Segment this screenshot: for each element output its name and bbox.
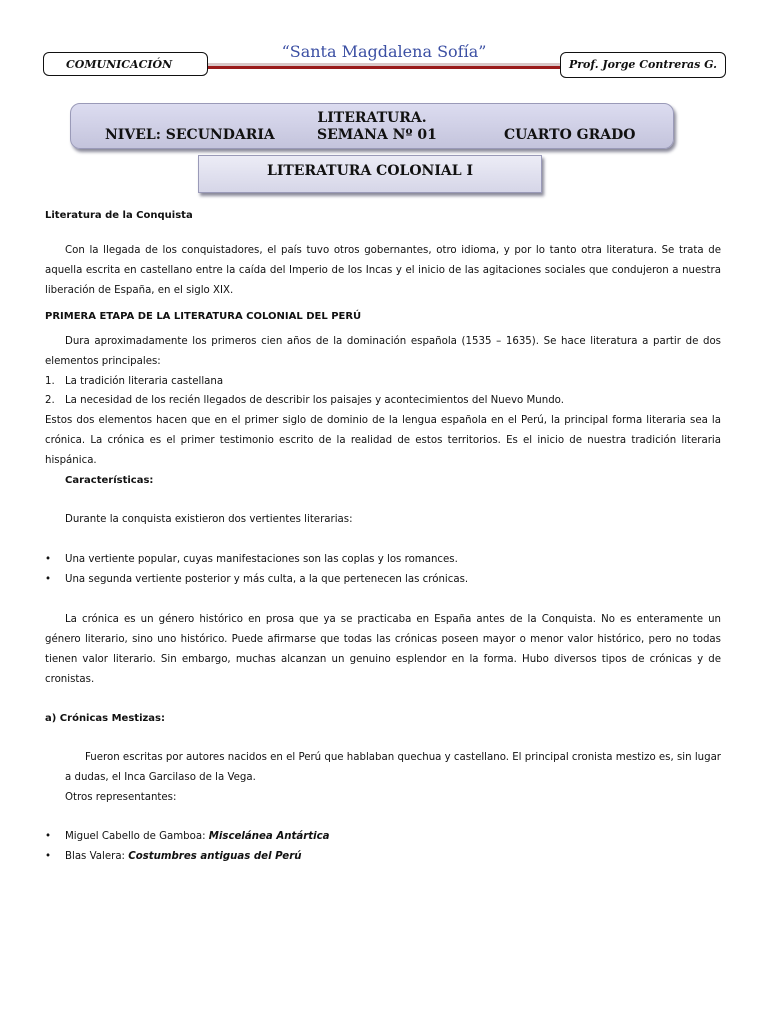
list-text: La tradición literaria castellana: [65, 376, 224, 387]
paragraph-cronica-genero: La crónica es un género histórico en prosa que ya se practicaba en España antes de la Conquista. No es enteramente un género literario, sino uno histórico. Puede afirmarse que todas las crónicas poseen mayor o menor valor histórico, pero no todas tienen valor literario. Sin embargo, muchas alcanzan un genuino esplendor en la forma. Hubo diversos tipos de crónicas y de cronistas.: [45, 614, 721, 685]
author-name: Miguel Cabello de Gamboa:: [65, 831, 209, 842]
subject-box: COMUNICACIÓN: [43, 52, 208, 76]
bullet-icon: •: [45, 554, 52, 565]
list-number: 2.: [45, 395, 55, 406]
topic-banner: LITERATURA COLONIAL I: [198, 155, 542, 193]
banner-title: LITERATURA.: [317, 110, 427, 126]
banner-week: SEMANA Nº 01: [317, 127, 437, 143]
list-number: 1.: [45, 376, 55, 387]
work-title: Costumbres antiguas del Perú: [128, 851, 302, 862]
banner-level: NIVEL: SECUNDARIA: [105, 127, 275, 143]
heading-caracteristicas: Características:: [65, 475, 154, 486]
paragraph-vertientes: Durante la conquista existieron dos vertientes literarias:: [65, 514, 353, 525]
paragraph-primera-etapa: Dura aproximadamente los primeros cien años de la dominación española (1535 – 1635). Se hace literatura a partir de dos elementos principales:: [45, 336, 721, 367]
header-divider: [208, 66, 560, 69]
bullet-icon: •: [45, 831, 52, 842]
list-text: La necesidad de los recién llegados de describir los paisajes y acontecimientos del Nuevo Mundo.: [65, 395, 564, 406]
list-text: Una vertiente popular, cuyas manifestaciones son las coplas y los romances.: [65, 554, 458, 565]
banner-grade: CUARTO GRADO: [504, 127, 636, 143]
author-name: Blas Valera:: [65, 851, 129, 862]
list-text: [65, 847, 302, 867]
heading-cronicas-mestizas: a) Crónicas Mestizas:: [45, 713, 166, 724]
bullet-icon: •: [45, 851, 52, 862]
teacher-box: Prof. Jorge Contreras G.: [560, 52, 726, 78]
school-title: “Santa Magdalena Sofía”: [281, 42, 487, 61]
paragraph-mestizas: Fueron escritas por autores nacidos en el Perú que hablaban quechua y castellano. El principal cronista mestizo es, sin lugar a dudas, el Inca Garcilaso de la Vega.: [65, 752, 721, 783]
bullet-icon: •: [45, 574, 52, 585]
paragraph-cronica-forma: Estos dos elementos hacen que en el primer siglo de dominio de la lengua española en el Perú, la principal forma literaria sea la crónica. La crónica es el primer testimonio escrito de la realidad de estos territorios. Es el inicio de nuestra tradición literaria hispánica.: [45, 415, 721, 466]
paragraph-otros: Otros representantes:: [65, 792, 177, 803]
course-banner: [70, 103, 674, 149]
list-text: Una segunda vertiente posterior y más culta, a la que pertenecen las crónicas.: [65, 574, 469, 585]
paragraph-intro: Con la llegada de los conquistadores, el país tuvo otros gobernantes, otro idioma, y por lo tanto otra literatura. Se trata de aquella escrita en castellano entre la caída del Imperio de los Incas y el inicio de las agitaciones sociales que condujeron a nuestra liberación de España, en el siglo XIX.: [45, 245, 721, 296]
section-heading-conquista: Literatura de la Conquista: [45, 210, 193, 221]
work-title: Miscelánea Antártica: [208, 831, 330, 842]
list-text: [65, 827, 330, 847]
section-heading-primera-etapa: PRIMERA ETAPA DE LA LITERATURA COLONIAL DEL PERÚ: [45, 311, 362, 322]
